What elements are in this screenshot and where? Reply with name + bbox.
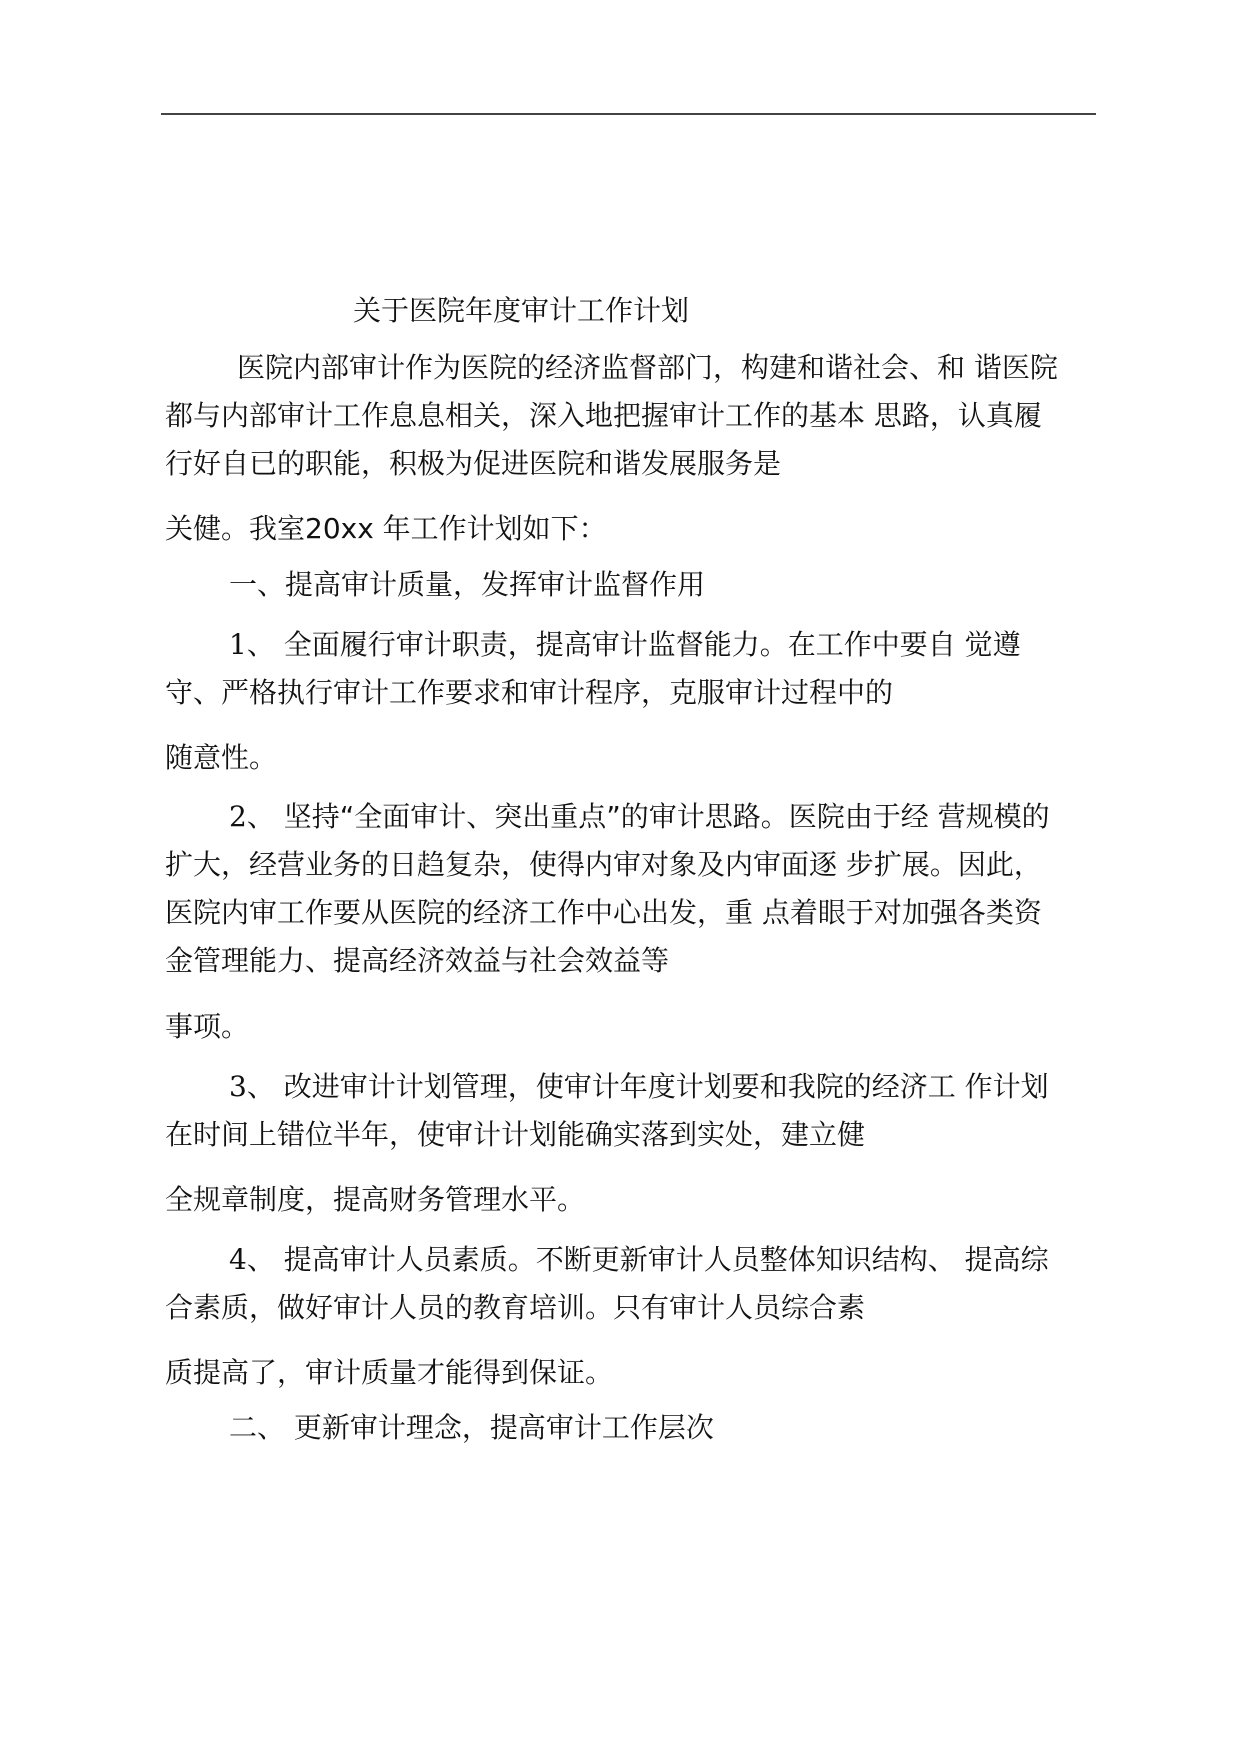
paragraph-line: 行好自已的职能，积极为促进医院和谐发展服务是 [165,447,782,480]
paragraph-line: 医院内审工作要从医院的经济工作中心出发，重 点着眼于对加强各类资 [165,896,1042,929]
list-item-1 [229,628,1021,662]
paragraph-line: 事项。 [165,1010,250,1043]
header-rule [161,113,1096,115]
list-number: 1、 [229,628,275,661]
paragraph-line: 随意性。 [165,741,278,774]
list-text: 全面履行审计职责，提高审计监督能力。在工作中要自 觉遵 [283,628,1021,661]
paragraph-line: 合素质，做好审计人员的教育培训。只有审计人员综合素 [165,1291,866,1324]
paragraph-line: 金管理能力、提高经济效益与社会效益等 [165,944,670,977]
list-item-2 [229,800,1050,834]
list-number: 4、 [229,1243,275,1276]
paragraph-line: 质提高了，审计质量才能得到保证。 [165,1356,614,1389]
list-number: 3、 [229,1070,275,1103]
list-text: 坚持“全面审计、突出重点”的审计思路。医院由于经 营规模的 [283,800,1050,833]
paragraph-line: 在时间上错位半年，使审计计划能确实落到实处，建立健 [165,1118,866,1151]
list-text: 改进审计计划管理，使审计年度计划要和我院的经济工 作计划 [283,1070,1049,1103]
paragraph-line: 扩大，经营业务的日趋复杂，使得内审对象及内审面逐 步扩展。因此， [165,848,1042,881]
paragraph-line: 医院内部审计作为医院的经济监督部门，构建和谐社会、和 谐医院 [237,351,1058,384]
paragraph-line: 关健。我室20xx 年工作计划如下： [165,512,607,545]
list-item-4 [229,1243,1049,1277]
list-text: 提高审计人员素质。不断更新审计人员整体知识结构、 提高综 [283,1243,1049,1276]
section-heading-2: 二、 更新审计理念，提高审计工作层次 [229,1411,714,1444]
list-number: 2、 [229,800,275,833]
section-heading-1: 一、提高审计质量，发挥审计监督作用 [229,568,706,601]
document-title: 关于医院年度审计工作计划 [353,294,690,327]
paragraph-line: 都与内部审计工作息息相关，深入地把握审计工作的基本 思路，认真履 [165,399,1042,432]
list-item-3 [229,1070,1049,1104]
paragraph-line: 全规章制度，提高财务管理水平。 [165,1183,586,1216]
paragraph-line: 守、严格执行审计工作要求和审计程序，克服审计过程中的 [165,676,894,709]
